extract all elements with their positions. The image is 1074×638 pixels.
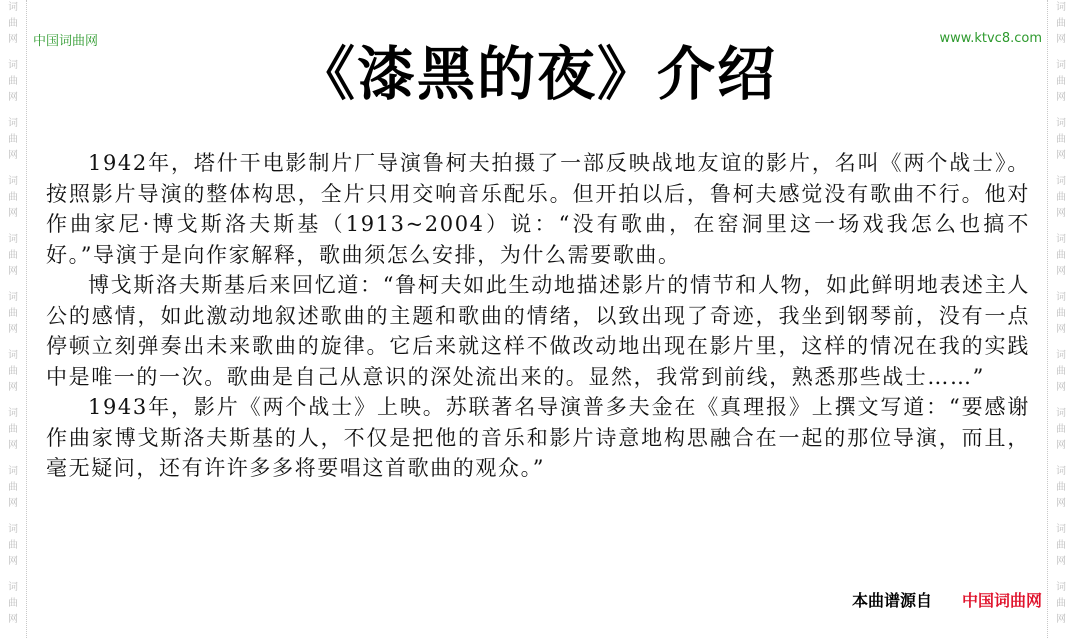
site-name-left: 中国词曲网 [33,34,99,49]
page-title: 《漆黑的夜》介绍 [296,40,777,108]
source-label: 本曲谱源自 [851,591,932,610]
watermark-mark: 词 曲 网 [1056,350,1066,393]
source-site: 中国词曲网 [961,591,1042,610]
watermark-mark: 词 曲 网 [1056,408,1066,451]
watermark-mark: 词 曲 网 [1056,466,1066,509]
watermark-mark: 词 曲 网 [1056,582,1066,625]
watermark-mark: 词 曲 网 [8,2,18,45]
watermark-mark: 词 曲 网 [1056,2,1066,45]
watermark-mark: 词 曲 网 [1056,234,1066,277]
watermark-mark: 词 曲 网 [1056,176,1066,219]
watermark-mark: 词 曲 网 [1056,292,1066,335]
watermark-mark: 词 曲 网 [8,582,18,625]
watermark-mark: 词 曲 网 [1056,118,1066,161]
watermark-mark: 词 曲 网 [8,350,18,393]
watermark-mark: 词 曲 网 [8,234,18,277]
paragraph-2: 博戈斯洛夫斯基后来回忆道：“鲁柯夫如此生动地描述影片的情节和人物，如此鲜明地表述主人公的感情，如此激动地叙述歌曲的主题和歌曲的情绪，以致出现了奇迹，我坐到钢琴前，没有一点停顿立刻弹奏出未来歌曲的旋律。它后来就这样不做改动地出现在影片里，这样的情况在我的实践中是唯一的一次。歌曲是自己从意识的深处流出来的。显然，我常到前线，熟悉那些战士……” [46,273,1030,389]
paragraph-1: 1942年，塔什干电影制片厂导演鲁柯夫拍摄了一部反映战地友谊的影片，名叫《两个战士》。按照影片导演的整体构思，全片只用交响音乐配乐。但开拍以后，鲁柯夫感觉没有歌曲不行。他对作曲家尼·博戈斯洛夫斯基（1913~2004）说：“没有歌曲，在窑洞里这一场戏我怎么也搞不好。”导演于是向作家解释，歌曲须怎么安排，为什么需要歌曲。 [46,151,1030,267]
article-body [46,148,1030,484]
watermark-mark: 词 曲 网 [8,292,18,335]
site-url-right: www.ktvc8.com [939,31,1042,46]
watermark-mark: 词 曲 网 [8,524,18,567]
watermark-mark: 词 曲 网 [8,118,18,161]
watermark-mark: 词 曲 网 [8,408,18,451]
watermark-mark: 词 曲 网 [8,466,18,509]
watermark-mark: 词 曲 网 [8,60,18,103]
watermark-mark: 词 曲 网 [1056,524,1066,567]
paragraph-3: 1943年，影片《两个战士》上映。苏联著名导演普多夫金在《真理报》上撰文写道：“要感谢作曲家博戈斯洛夫斯基的人，不仅是把他的音乐和影片诗意地构思融合在一起的那位导演，而且，毫无疑问，还有许许多多将要唱这首歌曲的观众。” [46,395,1030,480]
watermark-mark: 词 曲 网 [1056,60,1066,103]
watermark-mark: 词 曲 网 [8,176,18,219]
